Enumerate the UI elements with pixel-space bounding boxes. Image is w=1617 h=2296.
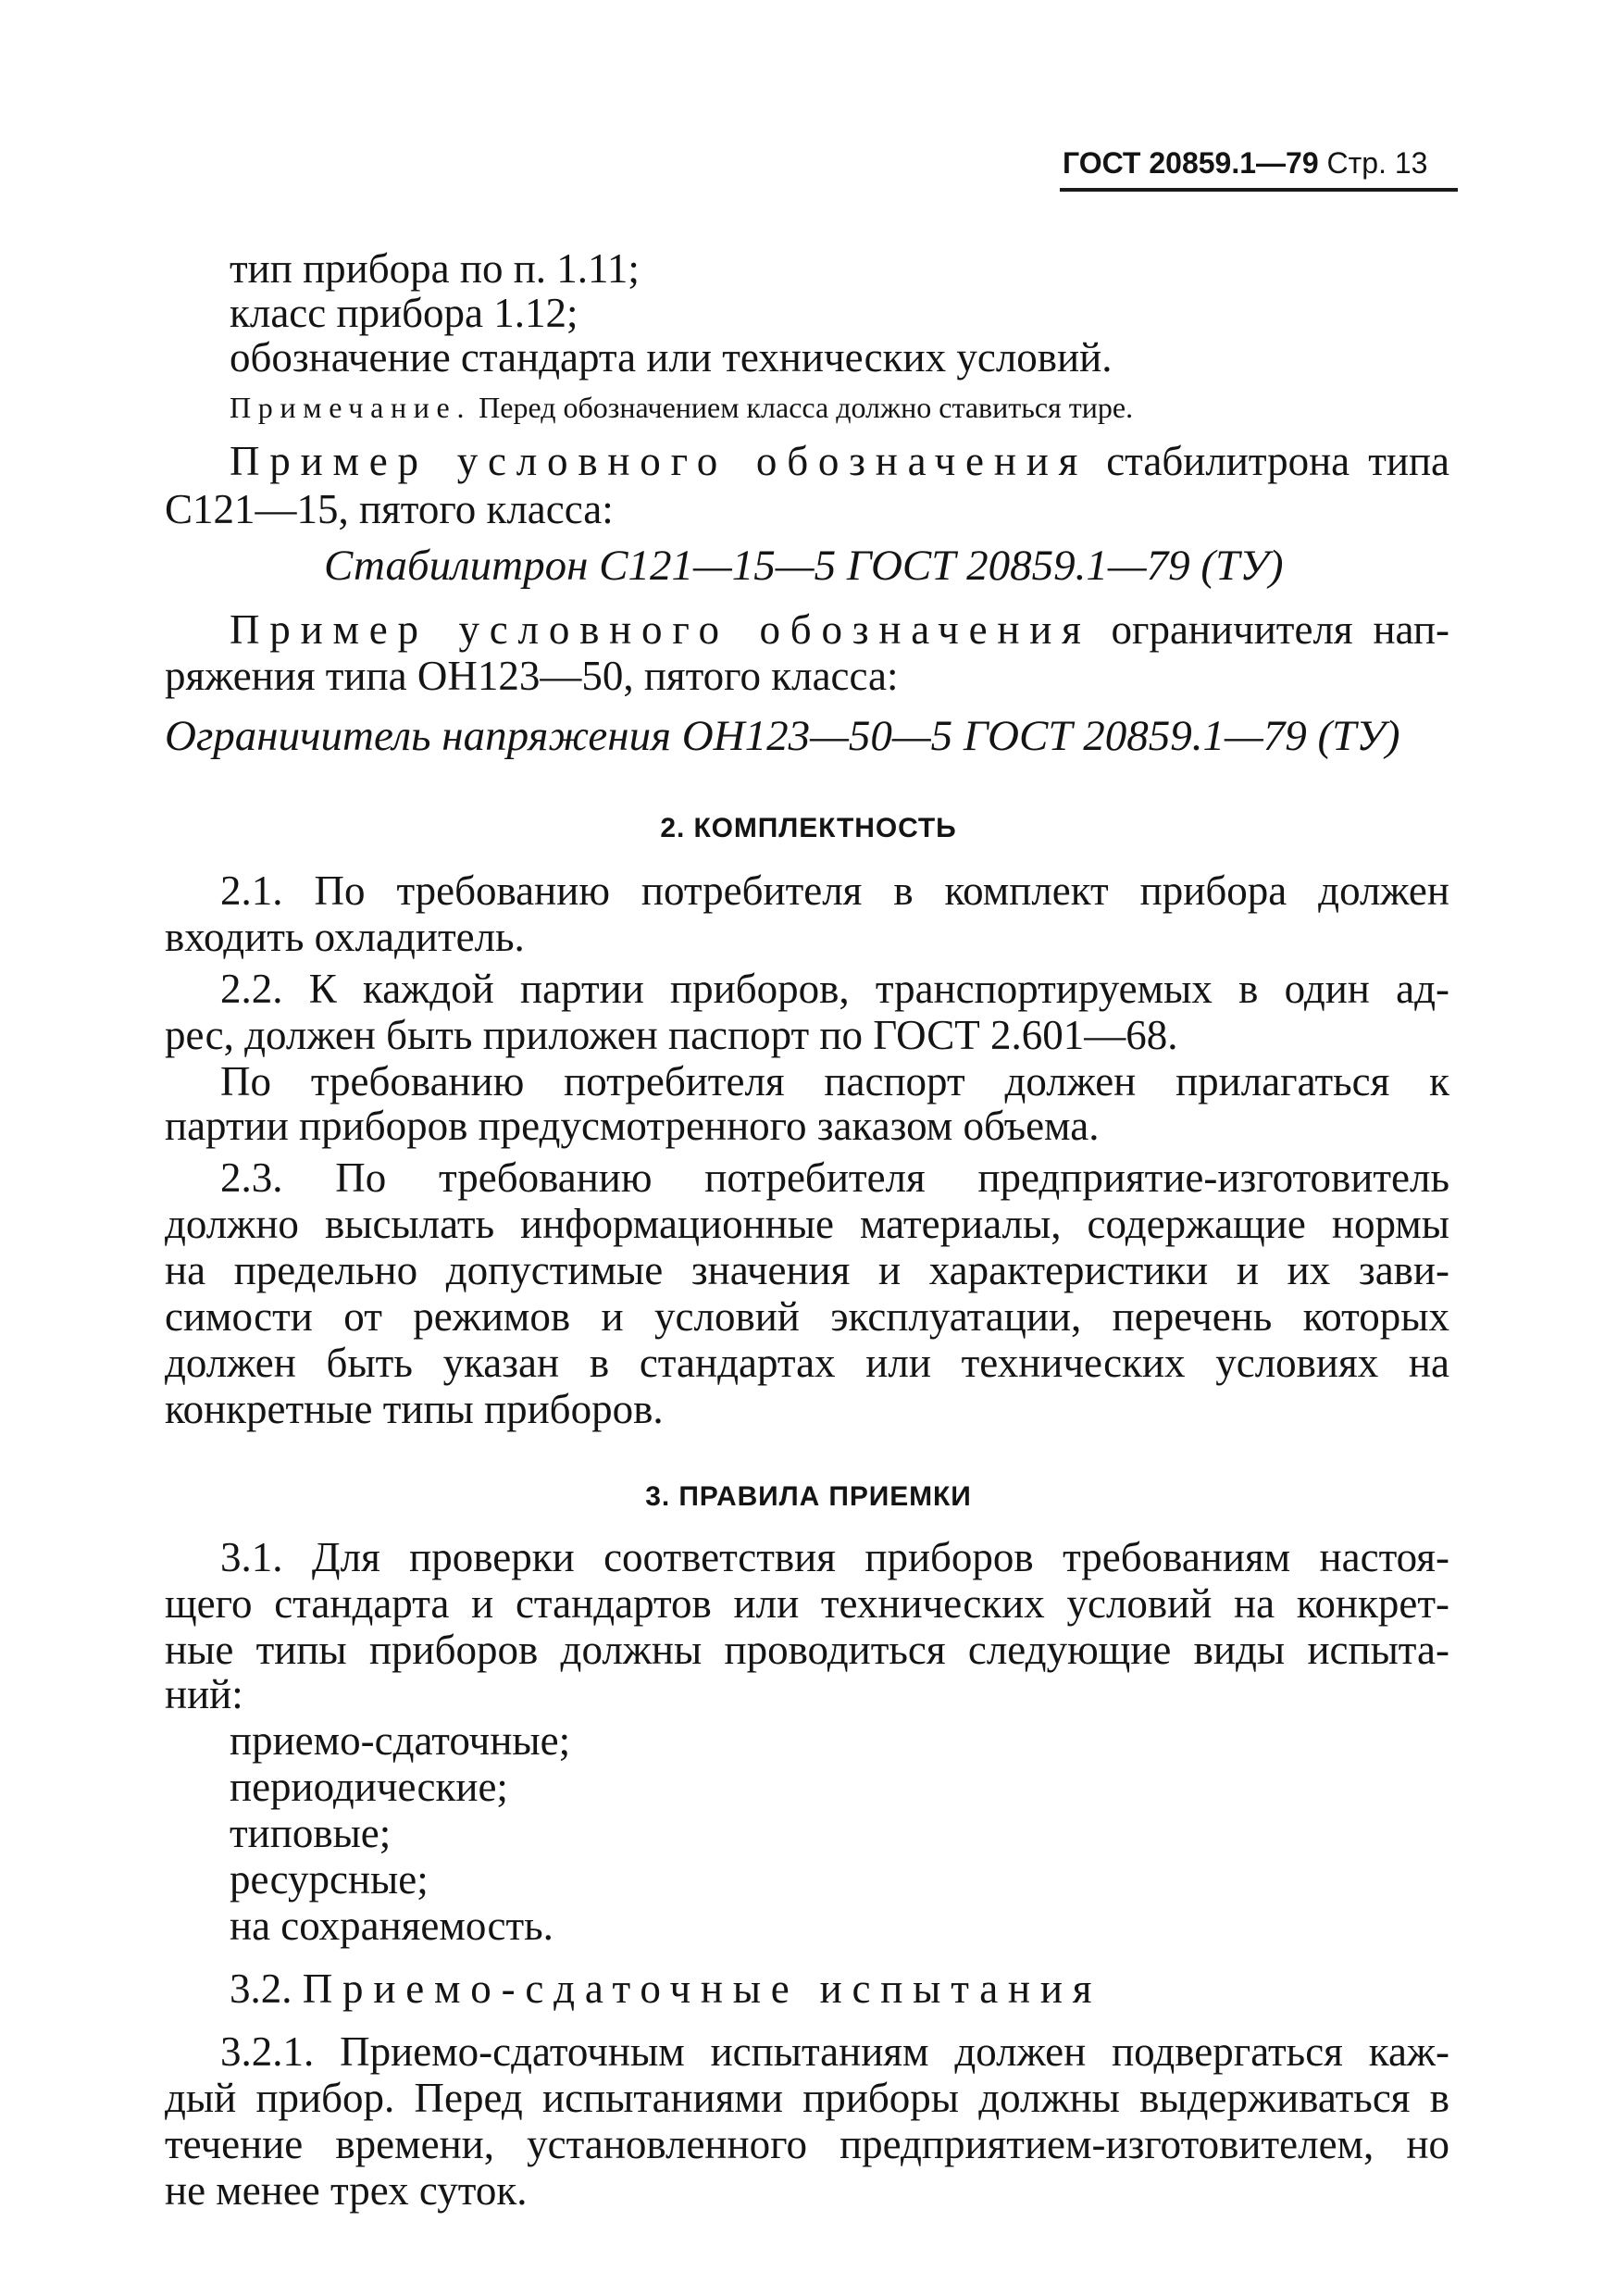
example1-designation: Стабилитрон С121—15—5 ГОСТ 20859.1—79 (ТУ) bbox=[324, 542, 1284, 590]
list-item: типовые; bbox=[230, 1810, 392, 1856]
list-item: приемо-сдаточные; bbox=[230, 1717, 571, 1764]
example2-line2: ряжения типа ОН123—50, пятого класса: bbox=[165, 653, 899, 699]
page-header bbox=[1063, 148, 1427, 178]
paragraph-line: не менее трех суток. bbox=[165, 2167, 528, 2214]
paragraph-line: ний: bbox=[165, 1671, 243, 1717]
paragraph-line: должно высылать информационные материалы, содержащие нормы bbox=[165, 1201, 1449, 1247]
example2-line1 bbox=[230, 606, 1449, 653]
list-item: обозначение стандарта или технических условий. bbox=[230, 334, 1113, 381]
list-item: тип прибора по п. 1.11; bbox=[230, 245, 640, 292]
paragraph-line: рес, должен быть приложен паспорт по ГОСТ 2.601—68. bbox=[165, 1012, 1178, 1058]
list-item: класс прибора 1.12; bbox=[230, 290, 578, 336]
paragraph-line: конкретные типы приборов. bbox=[165, 1386, 664, 1432]
page-number: Стр. 13 bbox=[1326, 146, 1428, 180]
note-label: Примечание. bbox=[230, 391, 472, 424]
paragraph-line: партии приборов предусмотренного заказом объема. bbox=[165, 1103, 1100, 1149]
note bbox=[230, 393, 1133, 422]
note-text: Перед обозначением класса должно ставиться тире. bbox=[479, 391, 1134, 424]
paragraph-line: По требованию потребителя паспорт должен прилагаться к bbox=[220, 1058, 1449, 1104]
list-item: периодические; bbox=[230, 1764, 508, 1810]
subsection-number: 3.2. bbox=[230, 1965, 292, 2012]
paragraph-line: ные типы приборов должны проводиться следующие виды испыта- bbox=[165, 1627, 1449, 1673]
list-item: ресурсные; bbox=[230, 1856, 429, 1903]
standard-number: ГОСТ 20859.1—79 bbox=[1063, 146, 1319, 180]
paragraph-line: на предельно допустимые значения и характеристики и их зави- bbox=[165, 1247, 1449, 1293]
example1-lead: Пример условного обозначения bbox=[230, 438, 1088, 484]
example2-lead: Пример условного обозначения bbox=[230, 606, 1091, 653]
paragraph-line: 2.1. По требованию потребителя в комплект прибора должен bbox=[220, 867, 1449, 914]
paragraph-line: 2.3. По требованию потребителя предприятие-изготовитель bbox=[220, 1154, 1449, 1201]
paragraph-line: симости от режимов и условий эксплуатации, перечень которых bbox=[165, 1293, 1449, 1340]
paragraph-line: 2.2. К каждой партии приборов, транспортируемых в один ад- bbox=[220, 966, 1449, 1012]
example2-line1-rest: ограничителя нап- bbox=[1111, 606, 1449, 653]
section3-heading: 3. ПРАВИЛА ПРИЕМКИ bbox=[645, 1481, 972, 1512]
example1-line1-rest: стабилитрона типа bbox=[1106, 438, 1450, 484]
section2-heading: 2. КОМПЛЕКТНОСТЬ bbox=[660, 813, 957, 843]
example2-designation: Ограничитель напряжения ОН123—50—5 ГОСТ 20859.1—79 (ТУ) bbox=[165, 712, 1400, 760]
header-rule bbox=[1060, 188, 1458, 192]
paragraph-line: 3.1. Для проверки соответствия приборов требованиям настоя- bbox=[220, 1534, 1449, 1580]
paragraph-line: дый прибор. Перед испытаниями приборы должны выдерживаться в bbox=[165, 2075, 1449, 2121]
paragraph-line: щего стандарта и стандартов или технических условий на конкрет- bbox=[165, 1580, 1449, 1627]
example1-line1 bbox=[230, 438, 1450, 484]
paragraph-line: должен быть указан в стандартах или технических условиях на bbox=[165, 1340, 1449, 1386]
paragraph-line: входить охладитель. bbox=[165, 914, 525, 960]
example1-line2: С121—15, пятого класса: bbox=[165, 486, 614, 532]
list-item: на сохраняемость. bbox=[230, 1903, 554, 1949]
paragraph-line: 3.2.1. Приемо-сдаточным испытаниям должен подвергаться каж- bbox=[220, 2028, 1449, 2075]
subsection-title: Приемо-сдаточные испытания bbox=[302, 1965, 1102, 2012]
subsection-heading bbox=[230, 1965, 1102, 2012]
paragraph-line: течение времени, установленного предприятием-изготовителем, но bbox=[165, 2121, 1449, 2167]
